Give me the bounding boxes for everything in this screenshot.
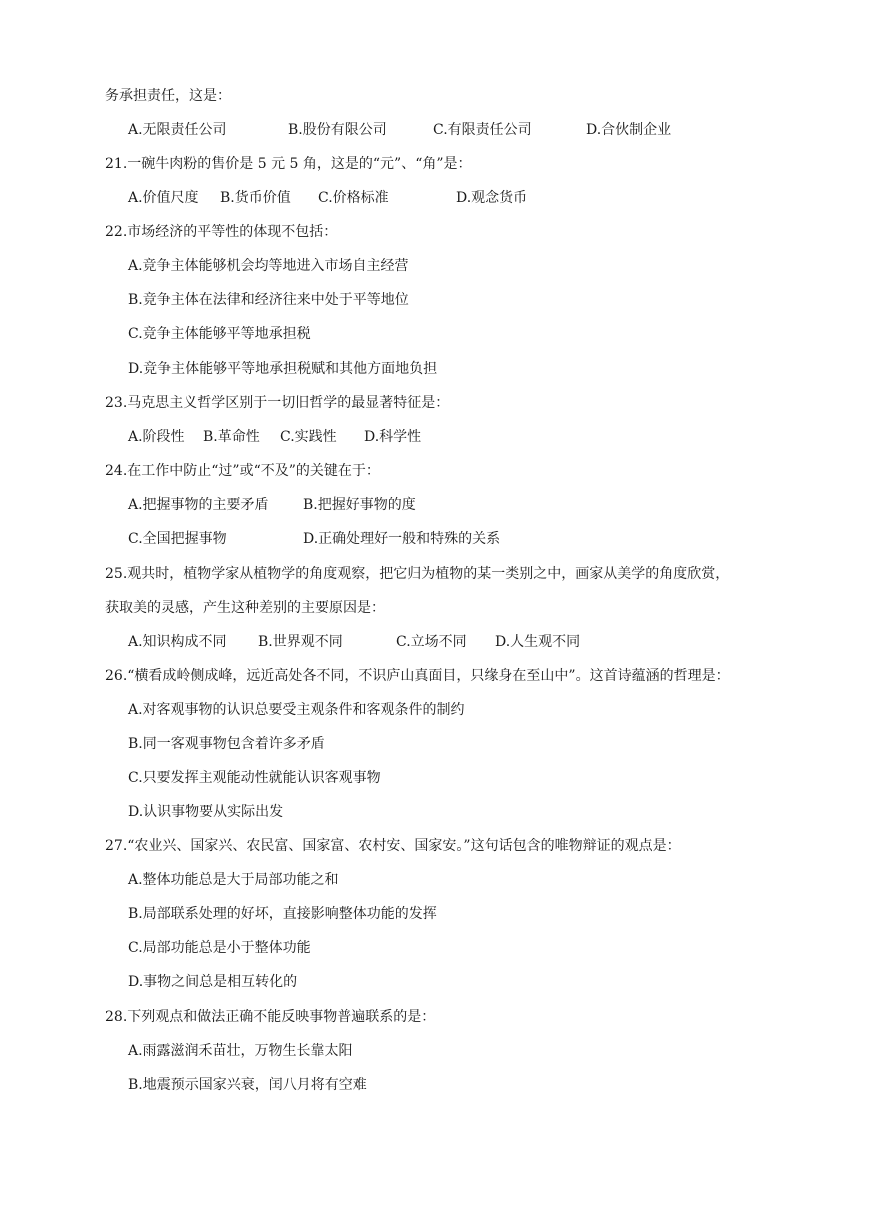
question-22-option-d: D.竞争主体能够平等地承担税赋和其他方面地负担 <box>128 361 438 377</box>
question-22-option-b: B.竞争主体在法律和经济往来中处于平等地位 <box>128 292 409 308</box>
option-c: C.价格标准 <box>318 190 389 206</box>
option-d: D.观念货币 <box>456 190 528 206</box>
option-c: C.立场不同 <box>396 634 467 650</box>
question-26-option-d: D.认识事物要从实际出发 <box>128 804 284 820</box>
question-28-option-a: A.雨露滋润禾苗壮，万物生长靠太阳 <box>128 1043 353 1059</box>
option-d: D.人生观不同 <box>495 634 581 650</box>
question-26-option-a: A.对客观事物的认识总要受主观条件和客观条件的制约 <box>128 702 465 718</box>
question-26-option-c: C.只要发挥主观能动性就能认识客观事物 <box>128 770 381 786</box>
question-28-stem: 28.下列观点和做法正确不能反映事物普遍联系的是： <box>105 1009 436 1025</box>
option-d: D.正确处理好一般和特殊的关系 <box>303 531 501 547</box>
question-21-stem: 21.一碗牛肉粉的售价是 5 元 5 角，这是的“元”、“角”是： <box>105 156 472 172</box>
question-22-option-c: C.竞争主体能够平等地承担税 <box>128 326 311 342</box>
option-b: B.世界观不同 <box>258 634 343 650</box>
option-a: A.知识构成不同 <box>128 634 227 650</box>
question-25-stem: 25.观共时，植物学家从植物学的角度观察，把它归为植物的某一类别之中，画家从美学的角度欣赏， <box>105 566 730 582</box>
question-27-option-d: D.事物之间总是相互转化的 <box>128 974 298 990</box>
option-c: C.有限责任公司 <box>433 122 532 138</box>
option-a: A.把握事物的主要矛盾 <box>128 497 269 513</box>
question-22-stem: 22.市场经济的平等性的体现不包括： <box>105 224 338 240</box>
option-a: A.价值尺度 <box>128 190 199 206</box>
question-26-stem: 26.“横看成岭侧成峰，远近高处各不同，不识庐山真面目，只缘身在至山中”。这首诗蕴涵的哲理是： <box>105 668 730 684</box>
option-c: C.实践性 <box>280 429 337 445</box>
option-b: B.货币价值 <box>220 190 291 206</box>
question-28-option-b: B.地震预示国家兴衰，闰八月将有空难 <box>128 1077 367 1093</box>
question-22-option-a: A.竞争主体能够机会均等地进入市场自主经营 <box>128 258 409 274</box>
question-27-option-a: A.整体功能总是大于局部功能之和 <box>128 872 339 888</box>
option-b: B.把握好事物的度 <box>303 497 416 513</box>
option-a: A.阶段性 <box>128 429 185 445</box>
question-24-stem: 24.在工作中防止“过”或“不及”的关键在于： <box>105 463 380 479</box>
question-25-stem-continuation: 获取美的灵感，产生这种差别的主要原因是： <box>105 600 385 616</box>
question-23-stem: 23.马克思主义哲学区别于一切旧哲学的最显著特征是： <box>105 395 450 411</box>
question-26-option-b: B.同一客观事物包含着许多矛盾 <box>128 736 325 752</box>
option-a: A.无限责任公司 <box>128 122 227 138</box>
option-d: D.科学性 <box>364 429 422 445</box>
question-20-stem-continuation: 务承担责任，这是： <box>105 88 231 104</box>
option-c: C.全国把握事物 <box>128 531 227 547</box>
option-d: D.合伙制企业 <box>586 122 672 138</box>
option-b: B.革命性 <box>203 429 260 445</box>
question-27-option-c: C.局部功能总是小于整体功能 <box>128 940 311 956</box>
question-27-option-b: B.局部联系处理的好坏，直接影响整体功能的发挥 <box>128 906 437 922</box>
question-27-stem: 27.“农业兴、国家兴、农民富、国家富、农村安、国家安。”这句话包含的唯物辩证的观点是： <box>105 838 681 854</box>
option-b: B.股份有限公司 <box>288 122 387 138</box>
